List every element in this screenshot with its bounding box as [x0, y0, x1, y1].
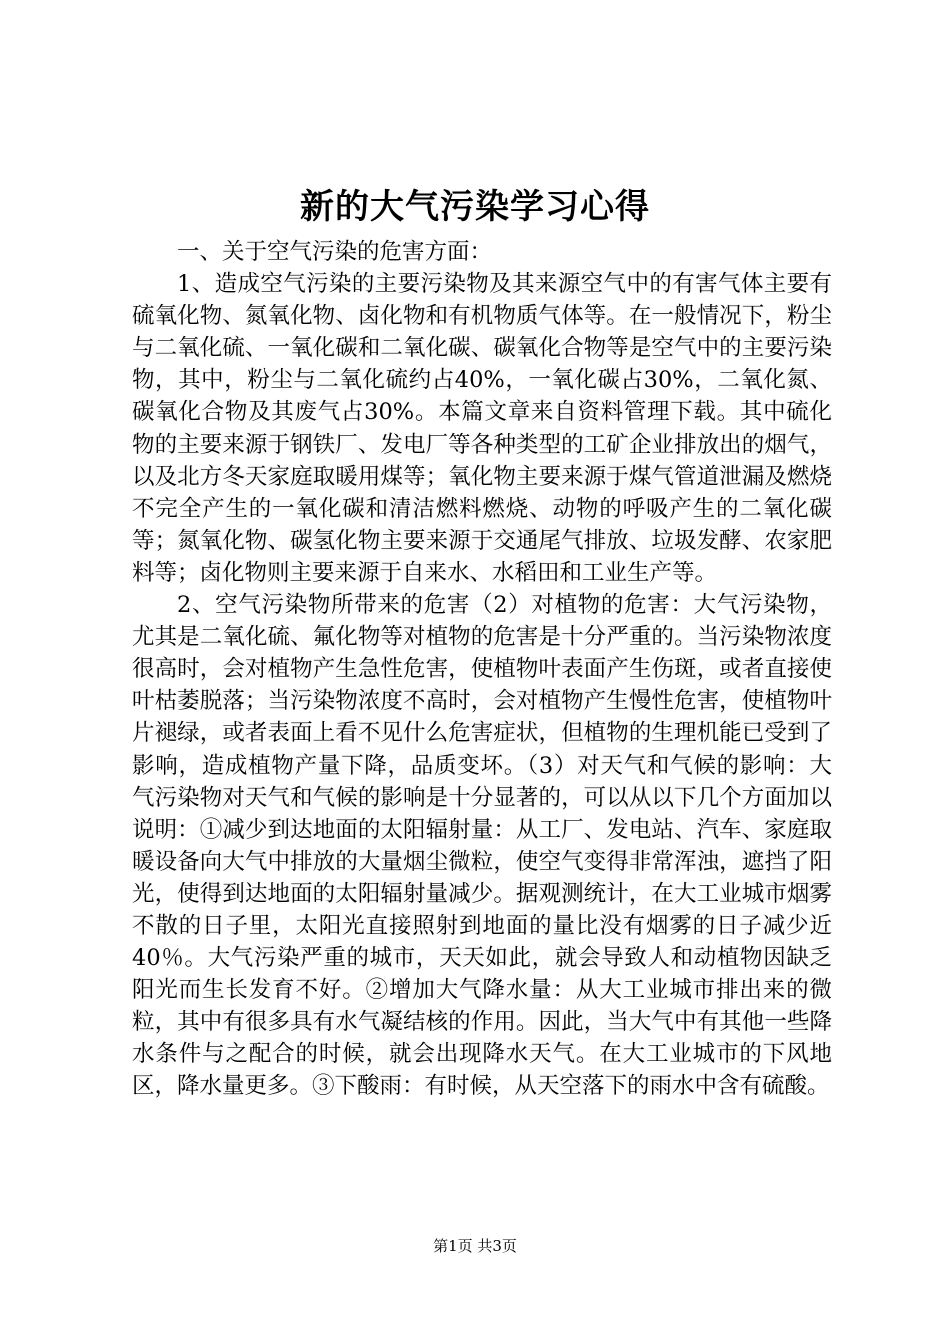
page-footer: 第1页 共3页 — [433, 1237, 517, 1255]
paragraph: 1、造成空气污染的主要污染物及其来源空气中的有害气体主要有硫氧化物、氮氧化物、卤化物和有机物质气体等。在一般情况下，粉尘与二氧化硫、一氧化碳和二氧化碳、碳氧化合物等是空气中的主要污染物，其中，粉尘与二氧化硫约占40%，一氧化碳占30%，二氧化氮、碳氧化合物及其废气占30%。本篇文章来自资料管理下载。其中硫化物的主要来源于钢铁厂、发电厂等各种类型的工矿企业排放出的烟气，以及北方冬天家庭取暖用煤等；氧化物主要来源于煤气管道泄漏及燃烧不完全产生的一氧化碳和清洁燃料燃烧、动物的呼吸产生的二氧化碳等；氮氧化物、碳氢化物主要来源于交通尾气排放、垃圾发酵、农家肥料等；卤化物则主要来源于自来水、水稻田和工业生产等。 — [132, 271, 832, 586]
document-body — [132, 236, 832, 1103]
document-title: 新的大气污染学习心得 — [300, 187, 650, 227]
paragraph: 2、空气污染物所带来的危害（2）对植物的危害：大气污染物，尤其是二氧化硫、氟化物等对植物的危害是十分严重的。当污染物浓度很高时，会对植物产生急性危害，使植物叶表面产生伤斑，或者直接使叶枯萎脱落；当污染物浓度不高时，会对植物产生慢性危害，使植物叶片褪绿，或者表面上看不见什么危害症状，但植物的生理机能已受到了影响，造成植物产量下降，品质变坏。（3）对天气和气候的影响：大气污染物对天气和气候的影响是十分显著的，可以从以下几个方面加以说明：①减少到达地面的太阳辐射量：从工厂、发电站、汽车、家庭取暖设备向大气中排放的大量烟尘微粒，使空气变得非常浑浊，遮挡了阳光，使得到达地面的太阳辐射量减少。据观测统计，在大工业城市烟雾不散的日子里，太阳光直接照射到地面的量比没有烟雾的日子减少近40％。大气污染严重的城市，天天如此，就会导致人和动植物因缺乏阳光而生长发育不好。②增加大气降水量：从大工业城市排出来的微粒，其中有很多具有水气凝结核的作用。因此，当大气中有其他一些降水条件与之配合的时候，就会出现降水天气。在大工业城市的下风地区，降水量更多。③下酸雨：有时候，从天空落下的雨水中含有硫酸。 — [132, 592, 832, 1100]
paragraph-heading: 一、关于空气污染的危害方面： — [177, 239, 493, 265]
